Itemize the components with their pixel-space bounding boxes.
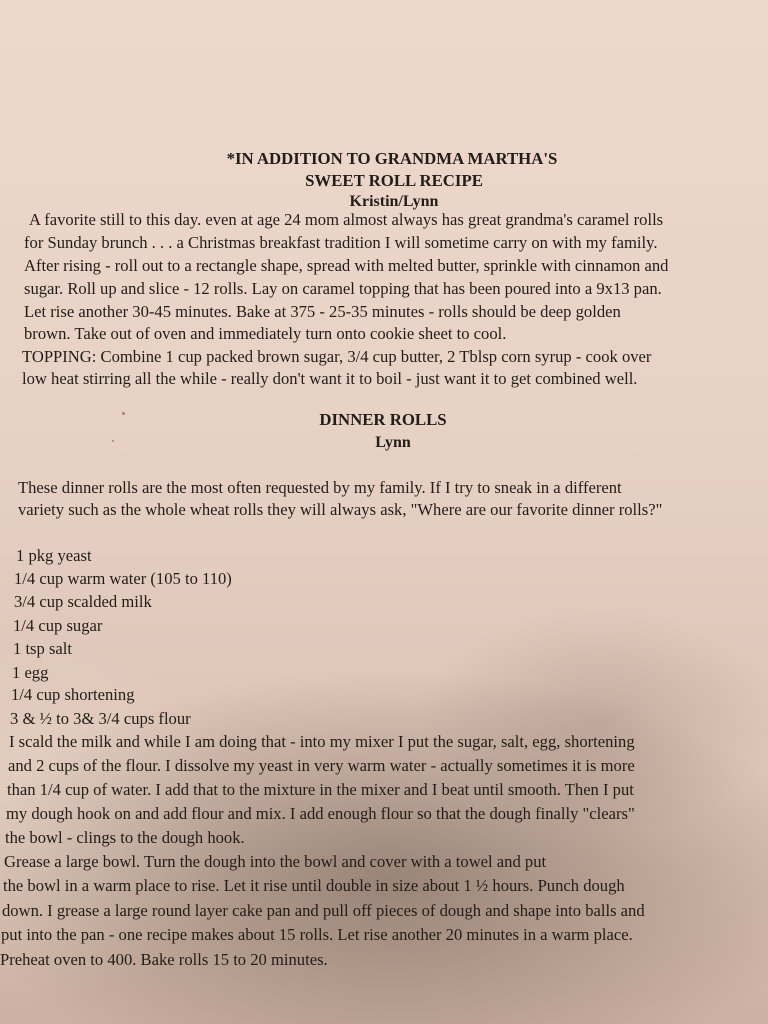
- directions-text-line: and 2 cups of the flour. I dissolve my yeast in very warm water - actually sometimes it is more: [8, 756, 635, 775]
- topping-text-line: TOPPING: Combine 1 cup packed brown sugar, 3/4 cup butter, 2 Tblsp corn syrup - cook over: [22, 347, 652, 366]
- recipe-text-line: sugar. Roll up and slice - 12 rolls. Lay on caramel topping that has been poured into a 9x13 pan.: [24, 279, 662, 298]
- directions-text-line: I scald the milk and while I am doing that - into my mixer I put the sugar, salt, egg, shortening: [9, 732, 635, 751]
- intro-text-line: variety such as the whole wheat rolls they will always ask, "Where are our favorite dinner rolls?": [18, 500, 663, 519]
- recipe-text-line: A favorite still to this day. even at age 24 mom almost always has great grandma's caramel rolls: [29, 210, 664, 229]
- directions-text-line: Preheat oven to 400. Bake rolls 15 to 20 minutes.: [0, 950, 328, 969]
- recipe-title-line-2: SWEET ROLL RECIPE: [305, 171, 483, 190]
- ingredient-item: 1 egg: [12, 663, 49, 682]
- recipe-author: Kristin/Lynn: [349, 193, 439, 210]
- directions-text-line: the bowl in a warm place to rise. Let it rise until double in size about 1 ½ hours. Punch dough: [3, 876, 625, 895]
- ingredient-item: 1 tsp salt: [13, 639, 73, 658]
- directions-text-line: Grease a large bowl. Turn the dough into the bowl and cover with a towel and put: [4, 852, 547, 871]
- ingredient-item: 3 & ½ to 3& 3/4 cups flour: [10, 709, 191, 728]
- recipe-text-line: Let rise another 30-45 minutes. Bake at 375 - 25-35 minutes - rolls should be deep golden: [24, 302, 621, 321]
- intro-text-line: These dinner rolls are the most often requested by my family. If I try to sneak in a different: [18, 478, 622, 497]
- directions-text-line: put into the pan - one recipe makes about 15 rolls. Let rise another 20 minutes in a warm place.: [1, 925, 633, 944]
- directions-text-line: down. I grease a large round layer cake pan and pull off pieces of dough and shape into balls and: [2, 901, 645, 920]
- ingredient-item: 3/4 cup scalded milk: [14, 592, 152, 611]
- dinner-rolls-author: Lynn: [375, 434, 411, 451]
- recipe-text-line: brown. Take out of oven and immediately turn onto cookie sheet to cool.: [24, 324, 507, 343]
- recipe-title-line-1: *IN ADDITION TO GRANDMA MARTHA'S: [226, 149, 558, 168]
- ingredient-item: 1 pkg yeast: [16, 546, 92, 565]
- recipe-text-line: After rising - roll out to a rectangle shape, spread with melted butter, sprinkle with cinnamon and: [24, 256, 669, 275]
- topping-text-line: low heat stirring all the while - really don't want it to boil - just want it to get combined well.: [22, 369, 638, 388]
- ingredient-item: 1/4 cup warm water (105 to 110): [14, 569, 232, 588]
- directions-text-line: my dough hook on and add flour and mix. I add enough flour so that the dough finally "clears": [6, 804, 635, 823]
- directions-text-line: the bowl - clings to the dough hook.: [5, 828, 245, 847]
- directions-text-line: than 1/4 cup of water. I add that to the mixture in the mixer and I beat until smooth. Then I put: [7, 780, 634, 799]
- ingredient-item: 1/4 cup sugar: [13, 616, 103, 635]
- dinner-rolls-title: DINNER ROLLS: [319, 410, 447, 429]
- ingredient-item: 1/4 cup shortening: [11, 685, 135, 704]
- recipe-text-line: for Sunday brunch . . . a Christmas breakfast tradition I will sometime carry on with my family.: [24, 233, 658, 252]
